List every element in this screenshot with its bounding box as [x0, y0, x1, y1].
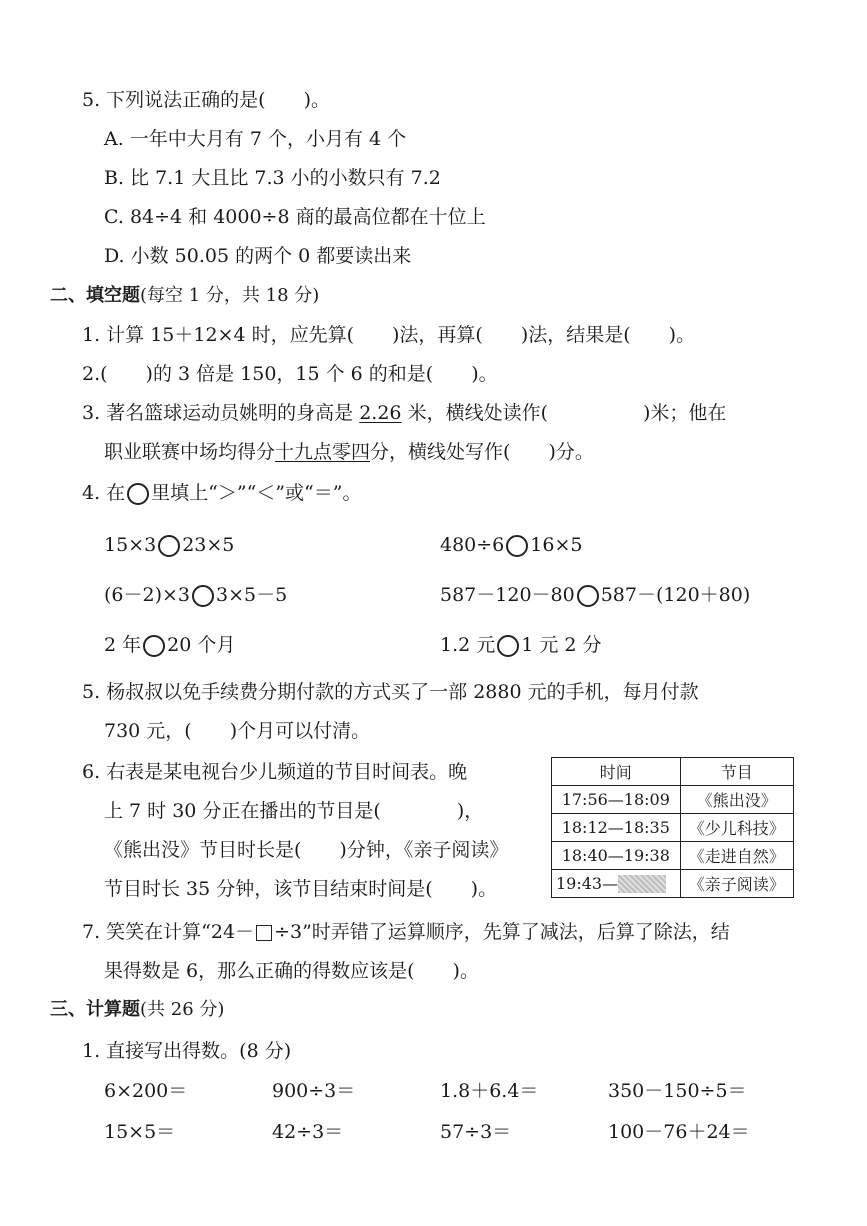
- row-time: 18:40—19:38: [552, 842, 681, 870]
- calc-item: 42÷3＝: [272, 1121, 344, 1143]
- fill-q7-text-2: ÷3”时弄错了运算顺序，先算了减法，后算了除法，结: [274, 921, 730, 943]
- fill-q4-text: 4. 在: [82, 482, 126, 504]
- compare-item-6: [440, 633, 602, 657]
- row-time: 18:12—18:35: [552, 814, 681, 842]
- fill-q1: 1. 计算 15＋12×4 时，应先算( )法，再算( )法，结果是( )。: [82, 324, 696, 346]
- fill-q7-line1: [82, 920, 730, 944]
- answer-circle[interactable]: [192, 585, 214, 607]
- fill-q6-line2: 上 7 时 30 分正在播出的节目是( )，: [104, 800, 484, 822]
- header-time: 时间: [552, 758, 681, 786]
- compare-left: 480÷6: [440, 534, 505, 556]
- answer-circle[interactable]: [506, 535, 528, 557]
- q5-stem: 5. 下列说法正确的是( )。: [82, 89, 330, 111]
- header-show: 节目: [680, 758, 793, 786]
- answer-circle[interactable]: [143, 635, 165, 657]
- compare-left: 2 年: [104, 634, 142, 656]
- fill-q6-line1: 6. 右表是某电视台少儿频道的节目时间表。晚: [82, 761, 468, 783]
- compare-item-5: [104, 633, 235, 657]
- table-row: [552, 842, 794, 870]
- compare-left: 15×3: [104, 534, 157, 556]
- compare-left: 587－120－80: [440, 584, 575, 606]
- compare-right: 3×5－5: [216, 584, 288, 606]
- table-row: [552, 870, 794, 898]
- section-2-heading: [50, 284, 319, 308]
- row-show: 《亲子阅读》: [680, 870, 793, 898]
- fill-q4-text-2: 里填上“＞”“＜”或“＝”。: [151, 482, 362, 504]
- fill-q3-text-4: 分，横线处写作( )分。: [370, 441, 594, 463]
- fill-q2: 2.( )的 3 倍是 150，15 个 6 的和是( )。: [82, 363, 498, 385]
- fill-q4-stem: [82, 481, 361, 505]
- table-row: [552, 814, 794, 842]
- compare-item-2: [440, 533, 582, 557]
- row-show: 《少儿科技》: [680, 814, 793, 842]
- height-value: 2.26: [359, 402, 402, 424]
- fill-q6-line4: 节目时长 35 分钟，该节目结束时间是( )。: [104, 878, 498, 900]
- blank-box-icon: [256, 925, 272, 941]
- fill-q5-line2: 730 元，( )个月可以付清。: [104, 720, 371, 742]
- row-time-cell: [552, 870, 681, 898]
- fill-q6-line3: 《熊出没》节目时长是( )分钟，《亲子阅读》: [104, 839, 509, 861]
- q5-option-c: C. 84÷4 和 4000÷8 商的最高位都在十位上: [104, 206, 486, 228]
- score-words: 十九点零四: [275, 441, 371, 463]
- row-show: 《走进自然》: [680, 842, 793, 870]
- row-time: 17:56—18:09: [552, 786, 681, 814]
- calc-item: 6×200＝: [104, 1080, 188, 1102]
- calc-item: 100－76＋24＝: [608, 1121, 750, 1143]
- calc-item: 350－150÷5＝: [608, 1080, 747, 1102]
- obscured-end-time: [618, 875, 666, 893]
- calc-q1-stem: 1. 直接写出得数。(8 分): [82, 1040, 292, 1062]
- answer-circle[interactable]: [577, 585, 599, 607]
- compare-item-3: [104, 583, 287, 607]
- fill-q7-line2: 果得数是 6，那么正确的得数应该是( )。: [104, 960, 479, 982]
- section-3-note: (共 26 分): [140, 999, 225, 1020]
- compare-right: 23×5: [182, 534, 235, 556]
- compare-left: 1.2 元: [440, 634, 496, 656]
- fill-q3-text-3: 职业联赛中场均得分: [104, 441, 276, 463]
- fill-q3-line2: [104, 440, 594, 464]
- section-2-title: 二、填空题: [50, 285, 140, 306]
- fill-q5-line1: 5. 杨叔叔以免手续费分期付款的方式买了一部 2880 元的手机，每月付款: [82, 681, 699, 703]
- schedule-table: [551, 757, 794, 898]
- q5-option-d: D. 小数 50.05 的两个 0 都要读出来: [104, 245, 412, 267]
- compare-right: 20 个月: [167, 634, 236, 656]
- table-row: [552, 786, 794, 814]
- calc-item: 900÷3＝: [272, 1080, 356, 1102]
- compare-left: (6－2)×3: [104, 584, 191, 606]
- calc-item: 1.8＋6.4＝: [440, 1080, 539, 1102]
- calc-item: 57÷3＝: [440, 1121, 512, 1143]
- fill-q3-line1: [82, 401, 726, 425]
- row-time: 19:43—: [556, 873, 619, 893]
- answer-circle[interactable]: [497, 635, 519, 657]
- section-3-heading: [50, 998, 224, 1022]
- compare-right: 1 元 2 分: [521, 634, 602, 656]
- fill-q7-text: 7. 笑笑在计算“24－: [82, 921, 255, 943]
- table-header-row: [552, 758, 794, 786]
- row-show: 《熊出没》: [680, 786, 793, 814]
- calc-item: 15×5＝: [104, 1121, 176, 1143]
- fill-q3-text-2: 米，横线处读作( )米；他在: [401, 402, 727, 424]
- compare-right: 587－(120＋80): [600, 584, 751, 606]
- answer-circle[interactable]: [158, 535, 180, 557]
- circle-icon: [127, 483, 149, 505]
- q5-option-b: B. 比 7.1 大且比 7.3 小的小数只有 7.2: [104, 167, 441, 189]
- q5-option-a: A. 一年中大月有 7 个，小月有 4 个: [104, 128, 407, 150]
- compare-right: 16×5: [530, 534, 583, 556]
- compare-item-4: [440, 583, 750, 607]
- section-3-title: 三、计算题: [50, 999, 140, 1020]
- section-2-note: (每空 1 分，共 18 分): [140, 285, 320, 306]
- compare-item-1: [104, 533, 234, 557]
- fill-q3-text: 3. 著名篮球运动员姚明的身高是: [82, 402, 360, 424]
